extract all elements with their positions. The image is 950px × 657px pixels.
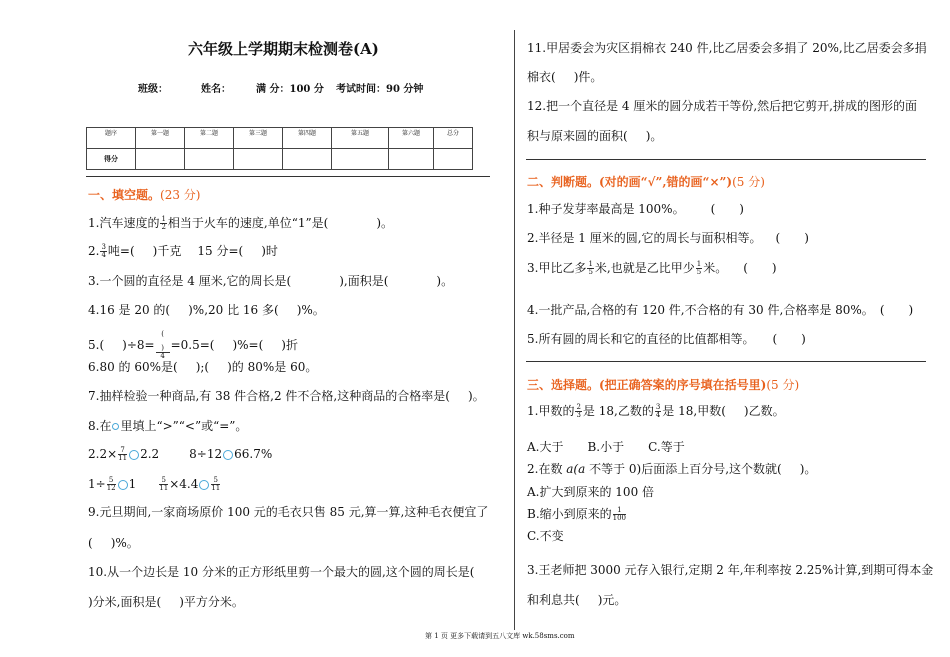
q5-text: )折	[281, 338, 298, 352]
page-footer: 第 1 页 更多下载请到五八文库 wk.58sms.com	[425, 632, 575, 640]
q4-text: 4.16 是 20 的(	[88, 303, 171, 317]
score-cell[interactable]	[185, 149, 234, 170]
q1-fraction: $\frac{1}{2}$	[161, 215, 166, 231]
judgment-5: 5.所有圆的周长和它的直径的比值都相等。 ( )	[527, 332, 806, 346]
fraction: $\frac{3}{4}$	[655, 403, 661, 419]
question-8-row-1: 2.2× $\frac{7}{11}$ 2.2 8÷12 66.7%	[88, 446, 273, 462]
q8-text: 里填上“>”“<”或“=”。	[120, 419, 248, 433]
q1-text: )。	[376, 216, 394, 230]
fraction: $\frac{5}{11}$	[159, 476, 169, 492]
q2-text: )千克	[152, 244, 182, 258]
q1-text: 相当于火车的速度,单位“1”是(	[167, 216, 329, 230]
score-table-score-row	[87, 149, 473, 170]
score-cell[interactable]	[136, 149, 185, 170]
question-12: 12.把一个直径是 4 厘米的圆分成若干等份,然后把它剪开,拼成的图形的面	[527, 99, 917, 113]
section-2-points: (5 分)	[732, 175, 765, 189]
question-7	[88, 389, 485, 403]
option-c: C.等于	[648, 440, 685, 454]
fraction: $\frac{1}{100}$	[612, 506, 627, 522]
judgment-3: 3.甲比乙多 $\frac{1}{5}$ 米,也就是乙比甲少 $\frac{1}{5}$ 米。 ( )	[527, 260, 777, 276]
q5-fraction: ( ) 4	[156, 331, 170, 360]
class-label: 班级：	[138, 84, 168, 95]
choice-1-options	[527, 440, 685, 454]
choice-3: 3.王老师把 3000 元存入银行,定期 2 年,年利率按 2.25%计算,到期可得本金	[527, 563, 934, 577]
choice-2-option-c: C.不变	[527, 529, 564, 543]
section-3-points: (5 分)	[766, 378, 800, 392]
score-table-header: 第一题	[136, 128, 185, 149]
choice-3-line-2: 和利息共( )元。	[527, 593, 627, 607]
q3-text: ),面积是(	[339, 274, 389, 288]
question-4	[88, 303, 325, 317]
answer-paren[interactable]: ( )	[775, 231, 809, 245]
q3-text: )。	[436, 274, 454, 288]
q5-text: =0.5=(	[170, 338, 215, 352]
score-table-header: 总分	[434, 128, 473, 149]
q2-text: 2.	[88, 244, 100, 258]
question-5	[88, 331, 298, 360]
q8-text: 8.在	[88, 419, 112, 433]
section-3-heading	[527, 376, 799, 393]
choice-2-option-b: B.缩小到原来的 $\frac{1}{100}$	[527, 506, 627, 522]
q6-text: )的 80%是 60。	[227, 360, 318, 374]
q6-text: );(	[195, 360, 210, 374]
q7-text: )。	[467, 389, 485, 403]
score-cell[interactable]	[434, 149, 473, 170]
q2-text: 15 分=(	[197, 244, 244, 258]
score-table-header: 第四题	[283, 128, 332, 149]
question-2	[88, 244, 278, 259]
q6-text: 6.80 的 60%是(	[88, 360, 178, 374]
score-table-header: 第二题	[185, 128, 234, 149]
section-1-points: (23 分)	[160, 188, 201, 202]
judgment-2: 2.半径是 1 厘米的圆,它的周长与面积相等。 ( )	[527, 231, 809, 245]
score-cell[interactable]	[389, 149, 434, 170]
fraction: $\frac{2}{3}$	[576, 403, 581, 419]
section-3-title: 三、选择题。(把正确答案的序号填在括号里)	[527, 378, 767, 392]
fraction: $\frac{5}{11}$	[211, 476, 221, 492]
column-divider	[514, 30, 515, 630]
q2-text: )时	[261, 244, 278, 258]
score-table-header: 第六题	[389, 128, 434, 149]
choice-2-option-a: A.扩大到原来的 100 倍	[527, 485, 655, 499]
question-9: 9.元旦期间,一家商场原价 100 元的毛衣只售 85 元,算一算,这种毛衣便宜了	[88, 505, 489, 519]
question-11: 11.甲居委会为灾区捐棉衣 240 件,比乙居委会多捐了 20%,比乙居委会多捐	[527, 41, 927, 55]
section-divider	[86, 176, 490, 177]
question-8-row-2: 1÷ $\frac{5}{12}$ 1 $\frac{5}{11}$ ×4.4 $\frac{5}{11}$	[88, 476, 221, 492]
judgment-4: 4.一批产品,合格的有 120 件,不合格的有 30 件,合格率是 80%。 ( )	[527, 303, 914, 317]
question-12-line-2: 积与原来圆的面积( )。	[527, 129, 663, 143]
comparison-circle-icon[interactable]	[199, 480, 209, 490]
judgment-1: 1.种子发芽率最高是 100%。 ( )	[527, 202, 744, 216]
q2-fraction: $\frac{3}{4}$	[101, 243, 106, 259]
q5-text: )÷8=	[122, 338, 155, 352]
score-table	[86, 127, 473, 170]
question-10: 10.从一个边长是 10 分米的正方形纸里剪一个最大的圆,这个圆的周长是(	[88, 565, 475, 579]
option-b: B.小于	[587, 440, 625, 454]
name-label: 姓名：	[201, 84, 231, 95]
choice-1: 1.甲数的 $\frac{2}{3}$ 是 18,乙数的 $\frac{3}{4}$ 是 18,甲数( )乙数。	[527, 403, 785, 419]
question-1	[88, 216, 393, 231]
q1-text: 1.汽车速度的	[88, 216, 160, 230]
answer-paren[interactable]: ( )	[772, 332, 806, 346]
section-1-title: 一、填空题。	[88, 188, 161, 202]
score-table-header: 第五题	[332, 128, 389, 149]
score-row-label: 得分	[87, 149, 136, 170]
comparison-circle-icon[interactable]	[118, 480, 128, 490]
question-6	[88, 360, 317, 374]
comparison-circle-icon[interactable]	[129, 450, 139, 460]
q5-text: )%=(	[232, 338, 264, 352]
section-2-title: 二、判断题。(对的画“√”,错的画“×”)	[527, 175, 733, 189]
question-8	[88, 419, 247, 433]
score-table-header: 题序	[87, 128, 136, 149]
score-cell[interactable]	[283, 149, 332, 170]
comparison-circle-icon	[112, 423, 119, 430]
q7-text: 7.抽样检验一种商品,有 38 件合格,2 件不合格,这种商品的合格率是(	[88, 389, 450, 403]
answer-paren[interactable]: ( )	[710, 202, 744, 216]
answer-paren[interactable]: ( )	[743, 261, 777, 275]
score-table-header-row	[87, 128, 473, 149]
option-a: A.大于	[527, 440, 564, 454]
comparison-circle-icon[interactable]	[223, 450, 233, 460]
question-9-line-2: ( )%。	[88, 536, 139, 550]
question-3	[88, 274, 453, 288]
section-divider	[526, 361, 926, 362]
q3-text: 3.一个圆的直径是 4 厘米,它的周长是(	[88, 274, 292, 288]
question-10-line-2: )分米,面积是( )平方分米。	[88, 595, 244, 609]
fraction: $\frac{5}{12}$	[106, 476, 116, 492]
question-11-line-2: 棉衣( )件。	[527, 70, 603, 84]
q4-text: )%。	[296, 303, 325, 317]
page-title: 六年级上学期期末检测卷(A)	[188, 40, 379, 58]
fraction: $\frac{1}{5}$	[696, 260, 702, 276]
q4-text: )%,20 比 16 多(	[188, 303, 279, 317]
section-1-heading	[88, 186, 200, 203]
exam-time-label: 考试时间：90 分钟	[336, 84, 424, 95]
fraction: $\frac{7}{11}$	[118, 446, 128, 462]
q5-text: 5.(	[88, 338, 105, 352]
section-2-heading	[527, 173, 765, 190]
section-divider	[526, 159, 926, 160]
choice-2: 2.在数 a(a 不等于 0)后面添上百分号,这个数就( )。	[527, 462, 817, 476]
score-cell[interactable]	[234, 149, 283, 170]
full-score-label: 满 分：100 分	[256, 84, 324, 95]
fraction: $\frac{1}{5}$	[588, 260, 593, 276]
score-cell[interactable]	[332, 149, 389, 170]
q2-text: 吨=(	[107, 244, 135, 258]
answer-paren[interactable]: ( )	[879, 303, 914, 317]
score-table-header: 第三题	[234, 128, 283, 149]
